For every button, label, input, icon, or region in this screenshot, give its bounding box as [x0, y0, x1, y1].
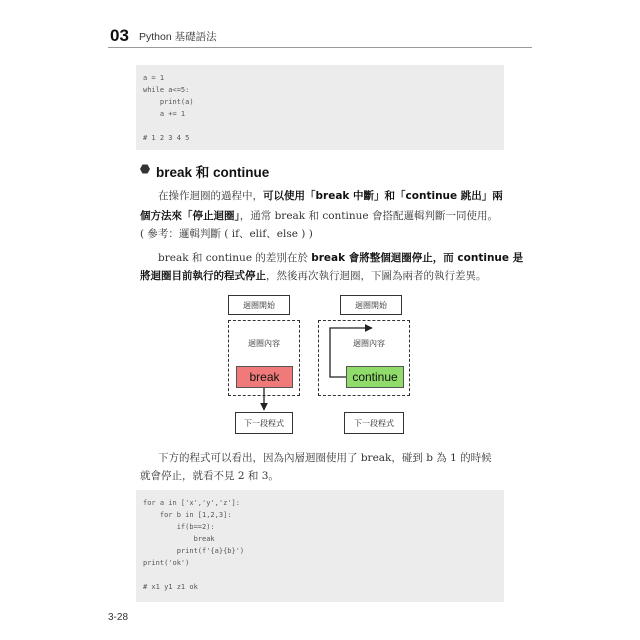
continue-box: continue	[346, 366, 404, 388]
code-line: for a in ['x','y','z']:	[143, 499, 240, 507]
continue-loopback-arrow	[330, 328, 372, 377]
code-line: while a<=5:	[143, 86, 190, 94]
paragraph-2-line-1: break 和 continue 的差別在於 break 會將整個迴圈停止，而 continue 是	[158, 252, 524, 264]
code-line: if(b==2):	[143, 523, 215, 531]
break-box: break	[236, 366, 293, 388]
paragraph-1-line-2: 個方法來「停止迴圈」，通常 break 和 continue 會搭配邏輯判斷一同使用。	[140, 210, 498, 222]
code-line: a = 1	[143, 74, 165, 82]
left-loop-start-box: 迴圈開始	[228, 295, 290, 315]
paragraph-3-line-1: 下方的程式可以看出，因為內層迴圈使用了 break，碰到 b 為 1 的時候	[158, 452, 492, 464]
right-loop-body-label: 迴圈內容	[353, 339, 385, 348]
code-comment: # x1 y1 z1 ok	[143, 583, 198, 591]
left-next-code-box: 下一段程式	[235, 412, 293, 434]
right-loop-start-box: 迴圈開始	[340, 295, 402, 315]
code-line: print('ok')	[143, 559, 190, 567]
code-line: a += 1	[143, 110, 186, 118]
right-next-code-box: 下一段程式	[344, 412, 404, 434]
chapter-title: Python 基礎語法	[139, 31, 217, 43]
code-line: for b in [1,2,3]:	[143, 511, 232, 519]
code-comment: # 1 2 3 4 5	[143, 134, 190, 142]
code-line: break	[143, 535, 215, 543]
paragraph-3-line-2: 就會停止，就看不見 2 和 3。	[140, 470, 279, 482]
code-line: print(a)	[143, 98, 194, 106]
paragraph-1-line-3: ( 參考：邏輯判斷 ( if、elif、else ) )	[140, 228, 313, 240]
left-loop-body-label: 迴圈內容	[248, 339, 280, 348]
chapter-number: 03	[110, 26, 129, 45]
code-block-nested-for	[136, 490, 504, 602]
paragraph-1-line-1: 在操作迴圈的過程中，可以使用「break 中斷」和「continue 跳出」兩	[158, 190, 503, 202]
code-line: print(f'{a}{b}')	[143, 547, 245, 555]
paragraph-2-line-2: 將迴圈目前執行的程式停止，然後再次執行迴圈，下圖為兩者的執行差異。	[140, 270, 487, 282]
page-number: 3-28	[108, 612, 129, 623]
section-title: break 和 continue	[156, 165, 270, 180]
